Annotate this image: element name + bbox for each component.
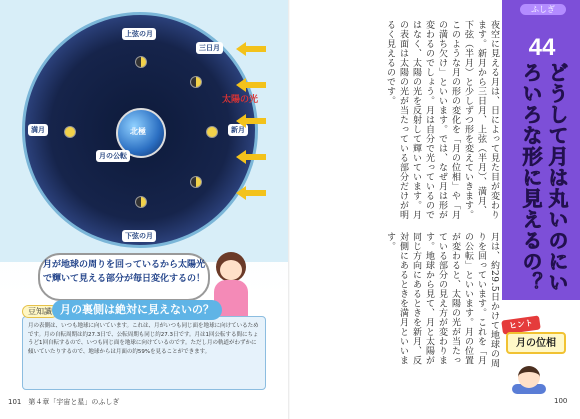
section-title: どうして月は丸いのにいろいろな形に見えるの？: [519, 62, 569, 293]
sunlight-label: 太陽の光: [222, 95, 259, 105]
phase-label-top: 上弦の月: [122, 28, 156, 40]
sunlight-arrow-icon: [236, 188, 266, 198]
phase-label-right: 新月: [228, 124, 248, 136]
body-text-lower: 月は、約29.5日かけて地球の周りを回っています。これを「月の公転」といいます。月の位置が変わると、太陽の光が当たっている部分の見え方が変わります。地球から見て、月と太陽が同じ方向にあるときを新月、反対側にあるときを満月といいます。: [385, 232, 499, 369]
hint-tag: ヒント: [501, 315, 541, 334]
footer-left: 101 第４章「宇宙と星」のふしぎ: [8, 398, 120, 406]
phase-label-bottom: 下弦の月: [122, 230, 156, 242]
chapter-tag: ふしぎ: [520, 4, 566, 15]
section-number: 44: [528, 34, 556, 61]
hint-label: 月の位相: [506, 332, 566, 354]
trivia-title: 月の裏側は絶対に見えないの？: [52, 300, 222, 320]
right-page: [290, 0, 580, 419]
sunlight-arrow-icon: [236, 80, 266, 90]
body-text-upper: 夜空に見える月は、日によって見た目が変わります。新月から三日月、上弦（半月）、満月、下弦（半月）と少しずつ形を変えていきます。このような月の形の変化を「月の位相」や「月の満ち欠け」といいます。では、なぜ月は形が変わるのでしょう。月は自分で光っているのではなく、太陽の光を反射して輝いています。月の表面は太陽の光が当たっている部分だけが明るく見えるのです。: [385, 20, 499, 220]
moon-orbit-label: 月の公転: [96, 150, 130, 162]
moon-first-quarter-icon: [135, 56, 147, 68]
moon-full-icon: [64, 126, 76, 138]
footer-right-page-number: 100: [554, 397, 568, 405]
trivia-text: 月の表側は、いつも地球に向いています。これは、月がいつも同じ面を地球に向けているためです。月の自転周期は約27.3日で、公転周期も同じ約27.3日です。月は1回公転する間にちょうど1回自転するので、いつも同じ面を地球に向けているのです。ただし月の軌道がわずかに傾いていたりするので、地球からは月面の約59%を見ることができます。: [28, 323, 259, 355]
boy-character-icon: [512, 366, 548, 406]
moon-new-icon: [206, 126, 218, 138]
sunlight-arrow-icon: [236, 116, 266, 126]
moon-waning-icon: [190, 176, 202, 188]
moon-crescent-icon: [190, 76, 202, 88]
moon-last-quarter-icon: [135, 196, 147, 208]
sunlight-arrow-icon: [236, 152, 266, 162]
phase-label-left: 満月: [28, 124, 48, 136]
phase-label-upper-right: 三日月: [196, 42, 223, 54]
hint-box: [502, 318, 568, 368]
speech-bubble: 月が地球の周りを回っているから太陽光で輝いて見える部分が毎日変化するの！: [38, 253, 210, 301]
earth-label: 北極: [130, 127, 146, 136]
trivia-tag: 豆知識: [22, 305, 58, 318]
sunlight-arrow-icon: [236, 44, 266, 54]
